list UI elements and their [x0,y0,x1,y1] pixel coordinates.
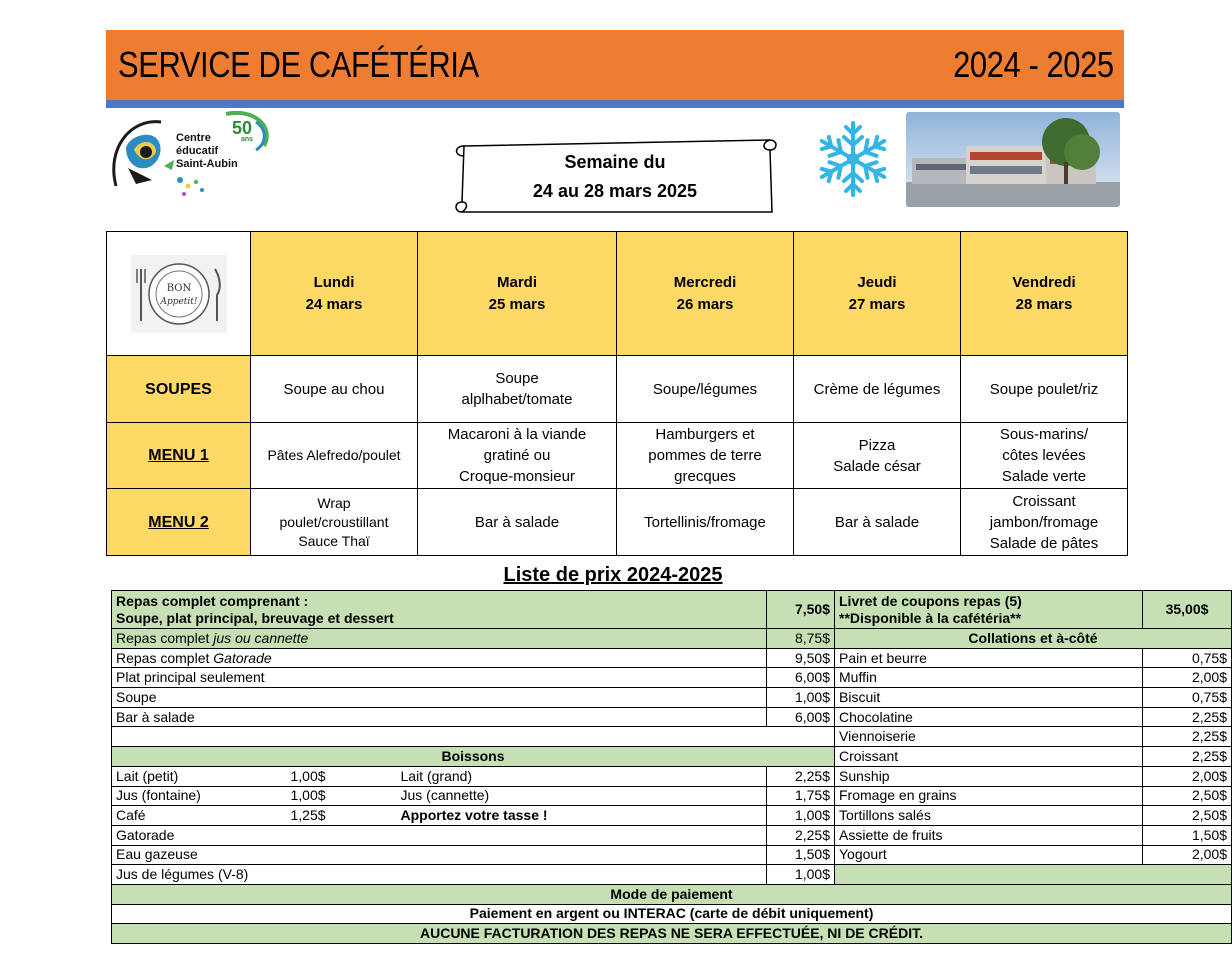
menu-cell [794,356,961,423]
logo-anniversary-unit: ans [241,136,254,143]
item-price: 6,00$ [767,668,835,688]
drink-label: Jus (cannette) [397,786,767,806]
menu-cell-line: Crème de légumes [813,380,941,398]
bon-appetit-cell [107,232,251,356]
menu-cell [251,423,418,489]
snack-label: Tortillons salés [835,806,1143,826]
menu-cell-line: Wrap [317,494,351,511]
coupons-line-1: Livret de coupons repas (5) [839,592,1022,609]
menu-cell-line: jambon/fromage [989,513,1099,531]
drink-price: 1,50$ [767,845,835,865]
payment-methods: Paiement en argent ou INTERAC (carte de débit uniquement) [112,904,1232,924]
drink-price: 2,25$ [767,766,835,786]
day-date: 27 mars [848,295,906,313]
logo-line-1: Centre [176,132,211,144]
menu-cell-line: Salade césar [833,457,921,475]
repas-jus-label [112,629,767,649]
menu-cell-line: Sauce Thaï [298,532,370,549]
payment-header: Mode de paiement [112,884,1232,904]
repas-gatorade-label [112,648,767,668]
price-row [112,825,1232,845]
snack-price: 2,00$ [1143,668,1232,688]
drink-price: 1,00$ [287,766,397,786]
menu-cell [617,489,794,556]
price-list-title: Liste de prix 2024-2025 [503,564,723,586]
menu-cell-line: Tortellinis/fromage [644,513,766,531]
menu-cell-line: gratiné ou [483,447,551,464]
snack-label: Viennoiserie [835,727,1143,747]
day-date: 28 mars [1015,295,1073,313]
collations-header: Collations et à-côté [835,629,1232,649]
menu-cell-line: Croissant [1012,492,1076,510]
menu-cell-line: Soupe [495,370,539,387]
coupons-label [835,591,1143,629]
menu-cell-line: Salade de pâtes [989,534,1099,552]
menu-cell [418,489,617,556]
bon-text: BON [166,282,191,294]
snack-label: Assiette de fruits [835,825,1143,845]
repas-jus-price: 8,75$ [767,629,835,649]
snack-label: Pain et beurre [835,648,1143,668]
drink-label: Lait (grand) [397,766,767,786]
snack-price: 2,00$ [1143,845,1232,865]
menu-row-menu1 [107,423,1128,489]
drink-price: 1,00$ [767,806,835,826]
week-label [450,148,780,206]
menu-cell-line: Salade verte [1001,468,1087,485]
drink-price: 1,00$ [287,786,397,806]
drink-label: Gatorade [112,825,767,845]
drink-label: Eau gazeuse [112,845,767,865]
repas-complet-line-2: Soupe, plat principal, breuvage et dessert [116,609,394,626]
menu-cell-line: poulet/croustillant [279,513,389,530]
day-name: Mercredi [673,273,737,291]
snack-label: Fromage en grains [835,786,1143,806]
item-price: 1,00$ [767,688,835,708]
label-prefix: Repas complet [116,629,214,646]
price-row [112,668,1232,688]
school-logo [106,108,276,208]
bon-appetit-plate-icon [131,255,227,333]
menu-cell [617,356,794,423]
bring-your-cup-note: Apportez votre tasse ! [397,806,767,826]
snack-label: Croissant [835,747,1143,767]
no-credit-warning: AUCUNE FACTURATION DES REPAS NE SERA EFFECTUÉE, NI DE CRÉDIT. [112,924,1232,944]
price-row [112,766,1232,786]
coupons-price: 35,00$ [1143,591,1232,629]
snack-label: Muffin [835,668,1143,688]
menu-cell-line: Sous-marins/ [999,426,1089,443]
day-date: 25 mars [488,295,546,313]
header-banner [106,30,1124,100]
row-label-soupes: SOUPES [107,356,251,423]
menu-cell [794,423,961,489]
snack-price: 2,25$ [1143,747,1232,767]
drink-label: Café [112,806,287,826]
repas-complet-price: 7,50$ [767,591,835,629]
weekly-menu-table [106,231,1128,556]
snack-label: Sunship [835,766,1143,786]
menu-cell-line: Hamburgers et [655,426,755,443]
price-row [112,707,1232,727]
day-header-mardi [418,232,617,356]
snack-price: 2,00$ [1143,766,1232,786]
drink-label: Jus (fontaine) [112,786,287,806]
item-label: Bar à salade [112,707,767,727]
price-list-table [111,590,1232,944]
page-title: SERVICE DE CAFÉTÉRIA [118,44,479,85]
price-row [112,904,1232,924]
empty-cell [112,727,835,747]
logo-line-2: éducatif [176,145,219,157]
menu-cell-line: alplhabet/tomate [461,391,573,408]
drink-label: Lait (petit) [112,766,287,786]
drink-price: 1,00$ [767,865,835,885]
week-scroll [450,132,780,220]
week-line-2: 24 au 28 mars 2025 [532,181,698,201]
price-row [112,924,1232,944]
snack-label: Chocolatine [835,707,1143,727]
snack-price: 0,75$ [1143,648,1232,668]
menu-cell [961,356,1128,423]
drink-price: 2,25$ [767,825,835,845]
day-name: Mardi [496,273,537,291]
menu-cell [418,356,617,423]
day-name: Lundi [313,273,355,291]
snack-price: 1,50$ [1143,825,1232,845]
price-row [112,747,1232,767]
price-row [112,865,1232,885]
drink-price: 1,75$ [767,786,835,806]
menu-cell-line: Croque-monsieur [459,468,575,485]
row-label-menu2: MENU 2 [107,489,251,556]
coupons-line-2: **Disponible à la cafétéria** [839,609,1022,626]
menu-cell [961,489,1128,556]
price-row [112,648,1232,668]
header-divider [106,100,1124,108]
school-building-photo [906,112,1120,207]
appetit-text: Appetit! [159,296,198,307]
menu-cell [794,489,961,556]
day-name: Jeudi [857,273,897,291]
drink-label: Jus de légumes (V-8) [112,865,767,885]
label-italic: jus ou cannette [213,629,309,646]
menu-cell [251,489,418,556]
menu-cell [961,423,1128,489]
repas-complet-line-1: Repas complet comprenant : [116,592,309,609]
logo-anniversary: 50 [232,118,253,138]
day-date: 26 mars [676,295,734,313]
snack-price: 2,50$ [1143,786,1232,806]
snack-label: Biscuit [835,688,1143,708]
menu-cell-line: pommes de terre [648,447,762,464]
snack-price: 2,25$ [1143,727,1232,747]
boissons-header: Boissons [112,747,835,767]
day-header-lundi [251,232,418,356]
label-prefix: Repas complet [116,649,214,666]
drink-price: 1,25$ [287,806,397,826]
item-price: 6,00$ [767,707,835,727]
snack-price: 2,25$ [1143,707,1232,727]
menu-row-menu2 [107,489,1128,556]
label-italic: Gatorade [213,649,272,666]
menu-cell [251,356,418,423]
day-header-mercredi [617,232,794,356]
price-row [112,884,1232,904]
day-header-jeudi [794,232,961,356]
snack-label: Yogourt [835,845,1143,865]
price-row [112,591,1232,629]
repas-complet-label [112,591,767,629]
item-label: Plat principal seulement [112,668,767,688]
repas-gatorade-price: 9,50$ [767,648,835,668]
menu-cell-line: Pâtes Alefredo/poulet [267,447,401,463]
price-row [112,845,1232,865]
price-row [112,629,1232,649]
menu-cell [617,423,794,489]
menu-cell [418,423,617,489]
menu-row-soupes [107,356,1128,423]
menu-cell-line: Soupe/légumes [652,380,758,398]
price-row [112,688,1232,708]
menu-cell-line: Soupe poulet/riz [989,380,1099,398]
school-year: 2024 - 2025 [953,44,1114,85]
menu-cell-line: côtes levées [1002,447,1086,464]
menu-cell-line: Bar à salade [834,513,920,531]
menu-cell-line: Soupe au chou [283,380,385,398]
day-name: Vendredi [1012,273,1076,291]
snack-price: 0,75$ [1143,688,1232,708]
price-row [112,786,1232,806]
day-date: 24 mars [305,295,363,313]
price-row [112,806,1232,826]
logo-line-3: Saint-Aubin [176,158,238,170]
row-label-menu1: MENU 1 [107,423,251,489]
empty-green-cell [835,865,1232,885]
menu-cell-line: Pizza [858,436,896,454]
day-header-vendredi [961,232,1128,356]
menu-header-row [107,232,1128,356]
price-row [112,727,1232,747]
menu-cell-line: Macaroni à la viande [447,426,587,443]
item-label: Soupe [112,688,767,708]
menu-cell-line: Bar à salade [474,513,560,531]
menu-cell-line: grecques [674,468,736,485]
week-line-1: Semaine du [564,152,666,172]
snowflake-icon [812,118,894,200]
logo-school-name [176,132,238,171]
snack-price: 2,50$ [1143,806,1232,826]
